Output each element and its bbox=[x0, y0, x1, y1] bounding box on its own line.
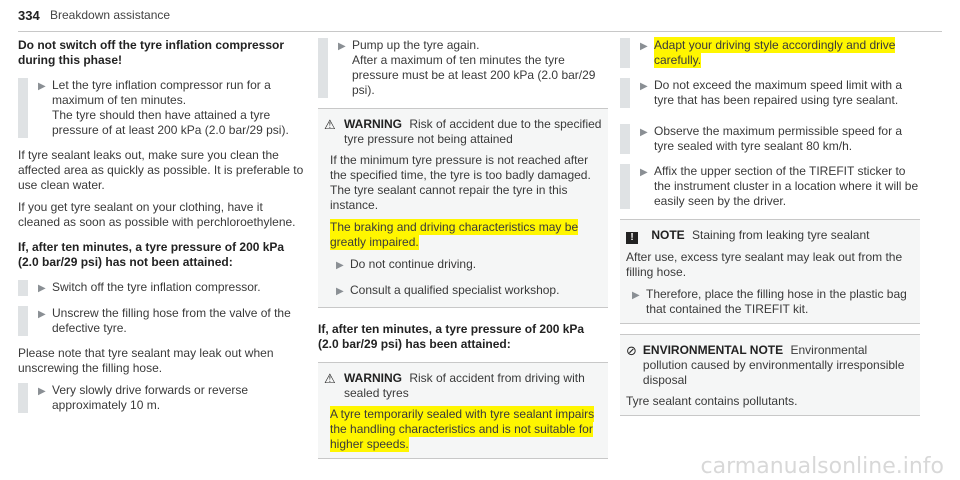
heading-attained: If, after ten minutes, a tyre pressure of 200 kPa (2.0 bar/29 psi) has been attained: bbox=[318, 322, 585, 351]
arrow-right-icon: ▶ bbox=[338, 41, 346, 52]
step-result-text: The tyre should then have attained a tyre pressure of at least 200 kPa (2.0 bar/29 psi). bbox=[52, 108, 289, 137]
step-item bbox=[18, 383, 308, 413]
step-text: Unscrew the filling hose from the valve of the defective tyre. bbox=[52, 306, 291, 335]
arrow-right-icon: ▶ bbox=[640, 167, 648, 178]
note-subtitle: Staining from leaking tyre sealant bbox=[692, 228, 870, 242]
watermark: carmanualsonline.info bbox=[700, 454, 944, 479]
section-title: Breakdown assistance bbox=[50, 8, 171, 22]
note-title: NOTE bbox=[651, 228, 685, 242]
step-bar bbox=[620, 164, 630, 209]
step-bar bbox=[18, 306, 28, 336]
warning-subtitle: Risk of accident from driving with sealed tyres bbox=[344, 371, 585, 400]
arrow-right-icon: ▶ bbox=[38, 386, 46, 397]
page-number: 334 bbox=[18, 8, 40, 23]
step-item bbox=[620, 164, 920, 209]
warning-box bbox=[318, 108, 608, 308]
step-text: Consult a qualified specialist workshop. bbox=[350, 283, 560, 297]
arrow-right-icon: ▶ bbox=[640, 127, 648, 138]
step-text: Therefore, place the filling hose in the plastic bag that contained the TIREFIT kit. bbox=[646, 287, 907, 316]
step-bar bbox=[620, 78, 630, 108]
step-text: Affix the upper section of the TIREFIT sticker to the instrument cluster in a location where it will be easily seen by the driver. bbox=[654, 164, 919, 208]
step-result-text: After a maximum of ten minutes the tyre pressure must be at least 200 kPa (2.0 bar/29 psi). bbox=[352, 53, 596, 97]
note-box bbox=[620, 219, 920, 324]
step-text-highlight: Adapt your driving style accordingly and drive carefully. bbox=[654, 38, 896, 67]
paragraph: Please note that tyre sealant may leak out when unscrewing the filling hose. bbox=[18, 346, 274, 375]
step-text: Very slowly drive forwards or reverse approximately 10 m. bbox=[52, 383, 249, 412]
arrow-right-icon: ▶ bbox=[38, 309, 46, 320]
step-item bbox=[330, 283, 602, 299]
step-text: Observe the maximum permissible speed for a tyre sealed with tyre sealant 80 km/h. bbox=[654, 124, 903, 153]
paragraph: If tyre sealant leaks out, make sure you clean the affected area as quickly as possible. It is preferable to use clean water. bbox=[18, 148, 304, 192]
step-bar bbox=[318, 38, 328, 98]
step-bar bbox=[620, 124, 630, 154]
warning-box bbox=[318, 362, 608, 459]
column-1 bbox=[18, 38, 308, 423]
step-item bbox=[620, 38, 920, 68]
arrow-right-icon: ▶ bbox=[38, 283, 46, 294]
column-2 bbox=[318, 38, 608, 469]
environment-icon: ⊘ bbox=[626, 343, 637, 358]
arrow-right-icon: ▶ bbox=[38, 81, 46, 92]
step-item bbox=[18, 280, 308, 296]
step-item bbox=[318, 38, 608, 98]
step-text: Switch off the tyre inflation compressor. bbox=[52, 280, 261, 294]
arrow-right-icon: ▶ bbox=[632, 290, 640, 301]
step-item bbox=[18, 78, 308, 138]
step-bar bbox=[18, 383, 28, 413]
env-note-subtitle: Environmental pollution caused by environmentally irresponsible disposal bbox=[642, 343, 905, 387]
step-item bbox=[620, 78, 920, 108]
step-item bbox=[626, 287, 914, 317]
heading-not-attained: If, after ten minutes, a tyre pressure of 200 kPa (2.0 bar/29 psi) has not been attained: bbox=[18, 240, 285, 269]
env-note-title: ENVIRONMENTAL NOTE bbox=[642, 343, 784, 357]
page-header bbox=[18, 6, 942, 32]
arrow-right-icon: ▶ bbox=[336, 260, 344, 271]
step-bar bbox=[18, 280, 28, 296]
note-body: After use, excess tyre sealant may leak out from the filling hose. bbox=[626, 250, 903, 279]
step-text: Do not exceed the maximum speed limit with a tyre that has been repaired using tyre sealant. bbox=[654, 78, 903, 107]
warning-triangle-icon: ⚠ bbox=[324, 117, 336, 132]
step-item bbox=[18, 306, 308, 336]
step-text: Pump up the tyre again. bbox=[352, 38, 480, 52]
step-item bbox=[330, 257, 602, 273]
warning-triangle-icon: ⚠ bbox=[324, 371, 336, 386]
step-text: Do not continue driving. bbox=[350, 257, 477, 271]
exclamation-icon: ! bbox=[626, 232, 638, 244]
step-bar bbox=[620, 38, 630, 68]
warning-subtitle: Risk of accident due to the specified tyre pressure not being attained bbox=[344, 117, 602, 146]
paragraph: If you get tyre sealant on your clothing, have it cleaned as soon as possible with perchloroethylene. bbox=[18, 200, 296, 229]
warning-title: WARNING bbox=[344, 117, 402, 131]
warning-title: WARNING bbox=[344, 371, 402, 385]
step-text: Let the tyre inflation compressor run for a maximum of ten minutes. bbox=[52, 78, 271, 107]
environmental-note-box bbox=[620, 334, 920, 416]
column-3 bbox=[620, 38, 920, 426]
step-bar bbox=[18, 78, 28, 138]
env-note-body: Tyre sealant contains pollutants. bbox=[626, 394, 798, 408]
warning-body: If the minimum tyre pressure is not reached after the specified time, the tyre is too badly damaged. The tyre sealant cannot repair the tyre in this instance. bbox=[330, 153, 591, 212]
warning-highlight: The braking and driving characteristics may be greatly impaired. bbox=[330, 220, 579, 249]
step-item bbox=[620, 124, 920, 154]
arrow-right-icon: ▶ bbox=[640, 81, 648, 92]
heading-do-not-switch-off: Do not switch off the tyre inflation compressor during this phase! bbox=[18, 38, 285, 67]
arrow-right-icon: ▶ bbox=[336, 286, 344, 297]
warning-highlight: A tyre temporarily sealed with tyre sealant impairs the handling characteristics and is not suitable for higher speeds. bbox=[330, 407, 595, 451]
arrow-right-icon: ▶ bbox=[640, 41, 648, 52]
